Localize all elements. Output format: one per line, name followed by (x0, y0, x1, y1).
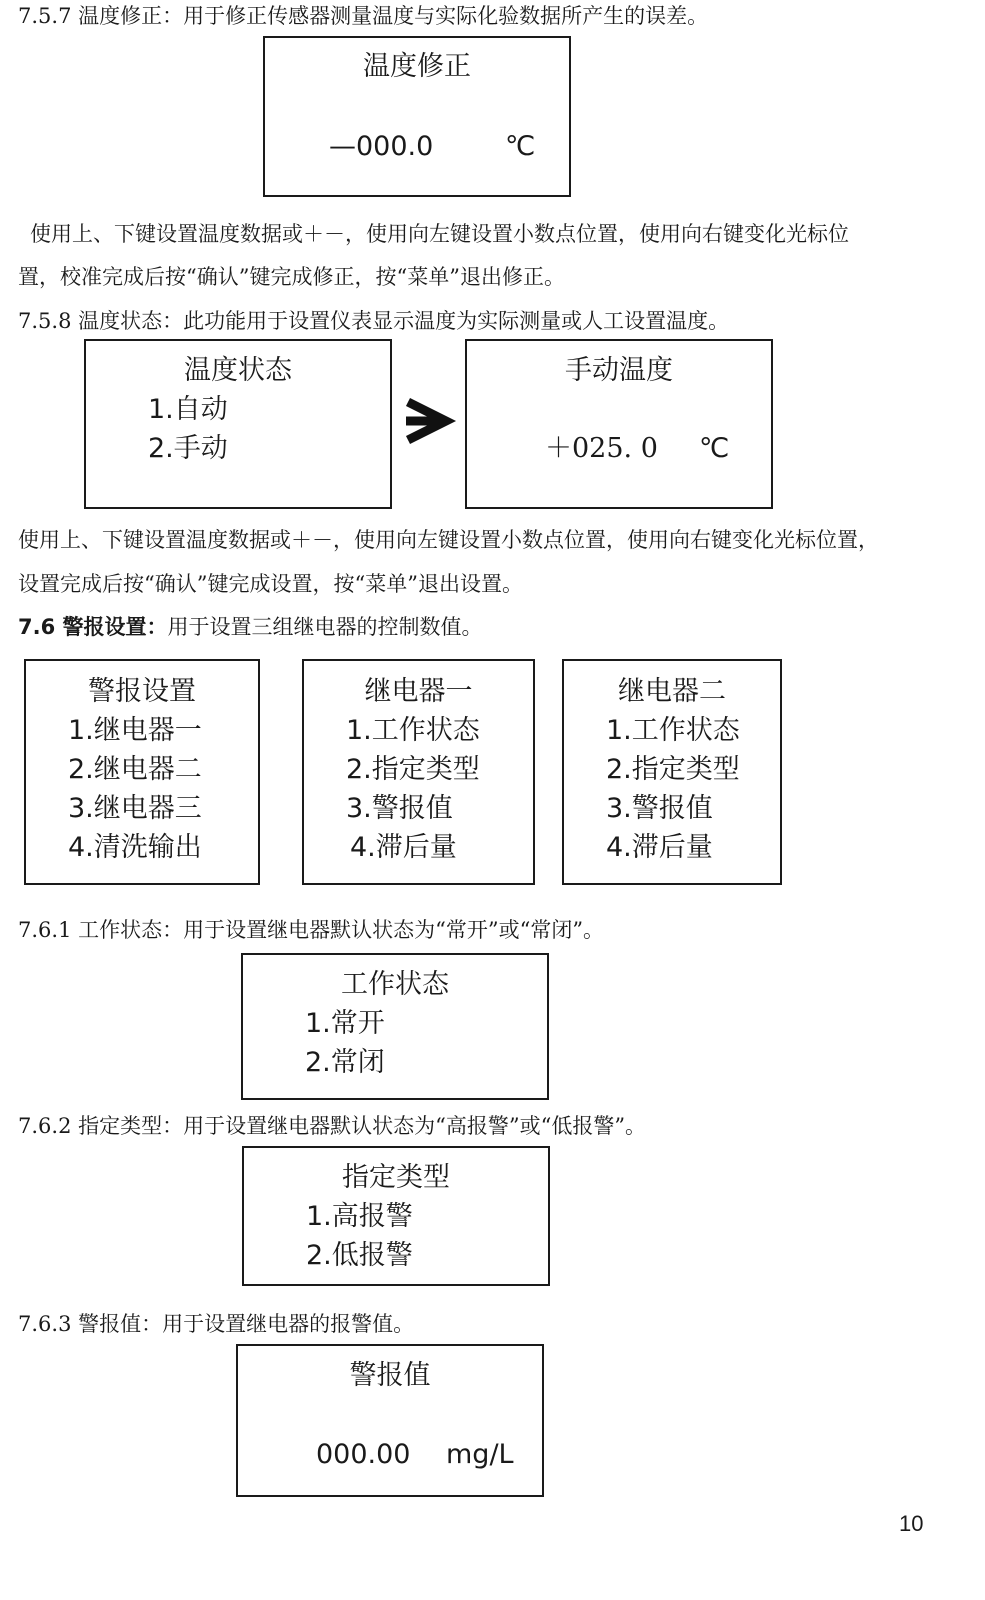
temp-correction-screen (263, 36, 571, 197)
screen-title: 继电器二 (618, 676, 726, 707)
unit-mg-per-l: mg/L (446, 1439, 514, 1470)
work-status-screen (241, 953, 549, 1100)
menu-option: 3.警报值 (346, 793, 453, 824)
section-757-note-line2: 置，校准完成后按“确认”键完成修正，按“菜单”退出修正。 (18, 265, 565, 289)
section-761-heading: 7.6.1 工作状态：用于设置继电器默认状态为“常开”或“常闭”。 (18, 918, 605, 942)
menu-option: 2.指定类型 (346, 754, 480, 785)
alarm-value: 000.00 (316, 1439, 411, 1470)
menu-option: 4.滞后量 (350, 832, 457, 863)
screen-title: 继电器一 (364, 676, 473, 707)
relay-2-screen (562, 659, 782, 885)
section-757-heading: 7.5.7 温度修正：用于修正传感器测量温度与实际化验数据所产生的误差。 (18, 4, 709, 28)
screen-title: 警报值 (349, 1360, 431, 1391)
section-757-note-line1: 使用上、下键设置温度数据或＋－，使用向左键设置小数点位置，使用向右键变化光标位 (30, 222, 849, 246)
unit-celsius: ℃ (505, 131, 536, 162)
section-762-heading: 7.6.2 指定类型：用于设置继电器默认状态为“高报警”或“低报警”。 (18, 1114, 647, 1138)
section-758-heading: 7.5.8 温度状态：此功能用于设置仪表显示温度为实际测量或人工设置温度。 (18, 309, 730, 333)
menu-option: 1.工作状态 (346, 715, 480, 746)
menu-option: 1.自动 (148, 394, 228, 425)
alarm-type-screen (242, 1146, 550, 1286)
menu-option: 1.继电器一 (68, 715, 202, 746)
alarm-settings-screen (24, 659, 260, 885)
page-number: 10 (899, 1511, 924, 1536)
screen-title: 温度修正 (363, 51, 471, 82)
section-763-heading: 7.6.3 警报值：用于设置继电器的报警值。 (18, 1312, 415, 1336)
temp-status-screen (84, 339, 392, 509)
menu-option: 4.清洗输出 (68, 832, 202, 863)
menu-option: 3.继电器三 (68, 793, 202, 824)
menu-option: 2.手动 (148, 433, 228, 464)
arrow-right-icon (402, 396, 458, 446)
manual-temp-screen (465, 339, 773, 509)
menu-option: 3.警报值 (606, 793, 713, 824)
alarm-value-screen (236, 1344, 544, 1497)
menu-option: 2.常闭 (305, 1047, 385, 1078)
section-76-heading-text: 用于设置三组继电器的控制数值。 (167, 615, 483, 639)
screen-title: 警报设置 (88, 676, 196, 707)
screen-title: 指定类型 (342, 1162, 450, 1193)
manual-temp-value: ＋025. 0 (545, 433, 658, 464)
screen-title: 手动温度 (565, 355, 673, 386)
section-758-note-line2: 设置完成后按“确认”键完成设置，按“菜单”退出设置。 (18, 572, 523, 596)
screen-title: 工作状态 (341, 969, 449, 1000)
menu-option: 1.工作状态 (606, 715, 740, 746)
menu-option: 2.继电器二 (68, 754, 202, 785)
section-76-heading-bold: 7.6 警报设置： (18, 615, 168, 639)
menu-option: 4.滞后量 (606, 832, 713, 863)
section-758-note-line1: 使用上、下键设置温度数据或＋－，使用向左键设置小数点位置，使用向右键变化光标位置， (18, 528, 879, 552)
temp-correction-value: —000.0 (329, 131, 434, 162)
section-76-heading (18, 613, 483, 641)
menu-option: 1.高报警 (306, 1201, 413, 1232)
menu-option: 2.低报警 (306, 1240, 413, 1271)
menu-option: 2.指定类型 (606, 754, 740, 785)
screen-title: 温度状态 (184, 355, 292, 386)
menu-option: 1.常开 (305, 1008, 385, 1039)
unit-celsius: ℃ (699, 433, 730, 464)
relay-1-screen (302, 659, 535, 885)
